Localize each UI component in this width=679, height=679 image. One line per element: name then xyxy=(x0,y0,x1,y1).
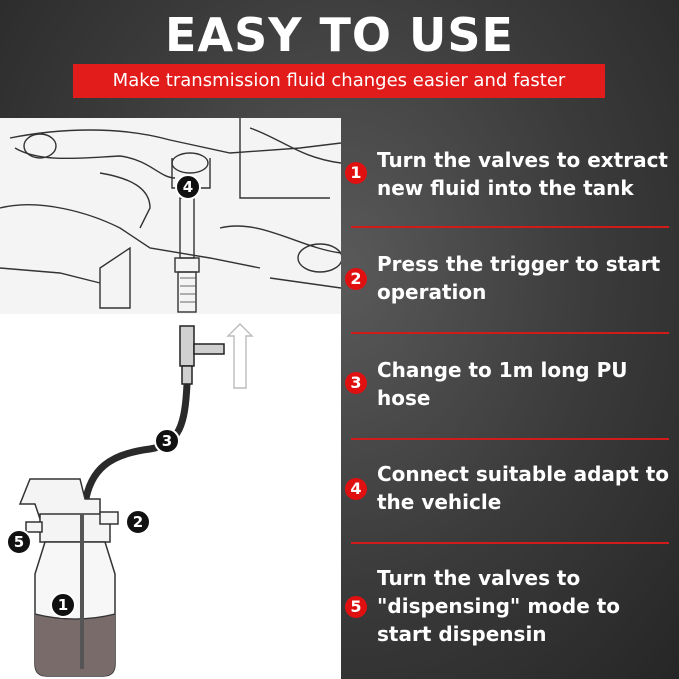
callout-3: 3 xyxy=(154,428,180,454)
extractor-illustration xyxy=(0,314,341,679)
step-number: 3 xyxy=(345,372,367,394)
page-title: EASY TO USE xyxy=(165,8,514,62)
callout-4: 4 xyxy=(175,174,201,200)
step-text: Turn the valves to extract new fluid into the tank xyxy=(377,148,668,200)
divider xyxy=(351,438,669,440)
step-number: 5 xyxy=(345,596,367,618)
step-number: 2 xyxy=(345,268,367,290)
extractor-tank-drawing xyxy=(0,314,341,679)
vehicle-underside-illustration xyxy=(0,118,341,314)
vehicle-line-drawing xyxy=(0,118,341,314)
step-text: Turn the valves to "dispensing" mode to start dispensin xyxy=(377,566,621,646)
divider xyxy=(351,226,669,228)
callout-2: 2 xyxy=(125,509,151,535)
callout-1: 1 xyxy=(50,592,76,618)
steps-list xyxy=(341,118,679,679)
step-number: 4 xyxy=(345,478,367,500)
subtitle-text: Make transmission fluid changes easier and faster xyxy=(112,70,566,91)
divider xyxy=(351,542,669,544)
divider xyxy=(351,332,669,334)
step-number: 1 xyxy=(345,162,367,184)
step-text: Press the trigger to start operation xyxy=(377,252,661,304)
step-text: Change to 1m long PU hose xyxy=(377,358,628,410)
arrow-up-icon xyxy=(228,324,252,388)
callout-5: 5 xyxy=(6,529,32,555)
step-text: Connect suitable adapt to the vehicle xyxy=(377,462,670,514)
